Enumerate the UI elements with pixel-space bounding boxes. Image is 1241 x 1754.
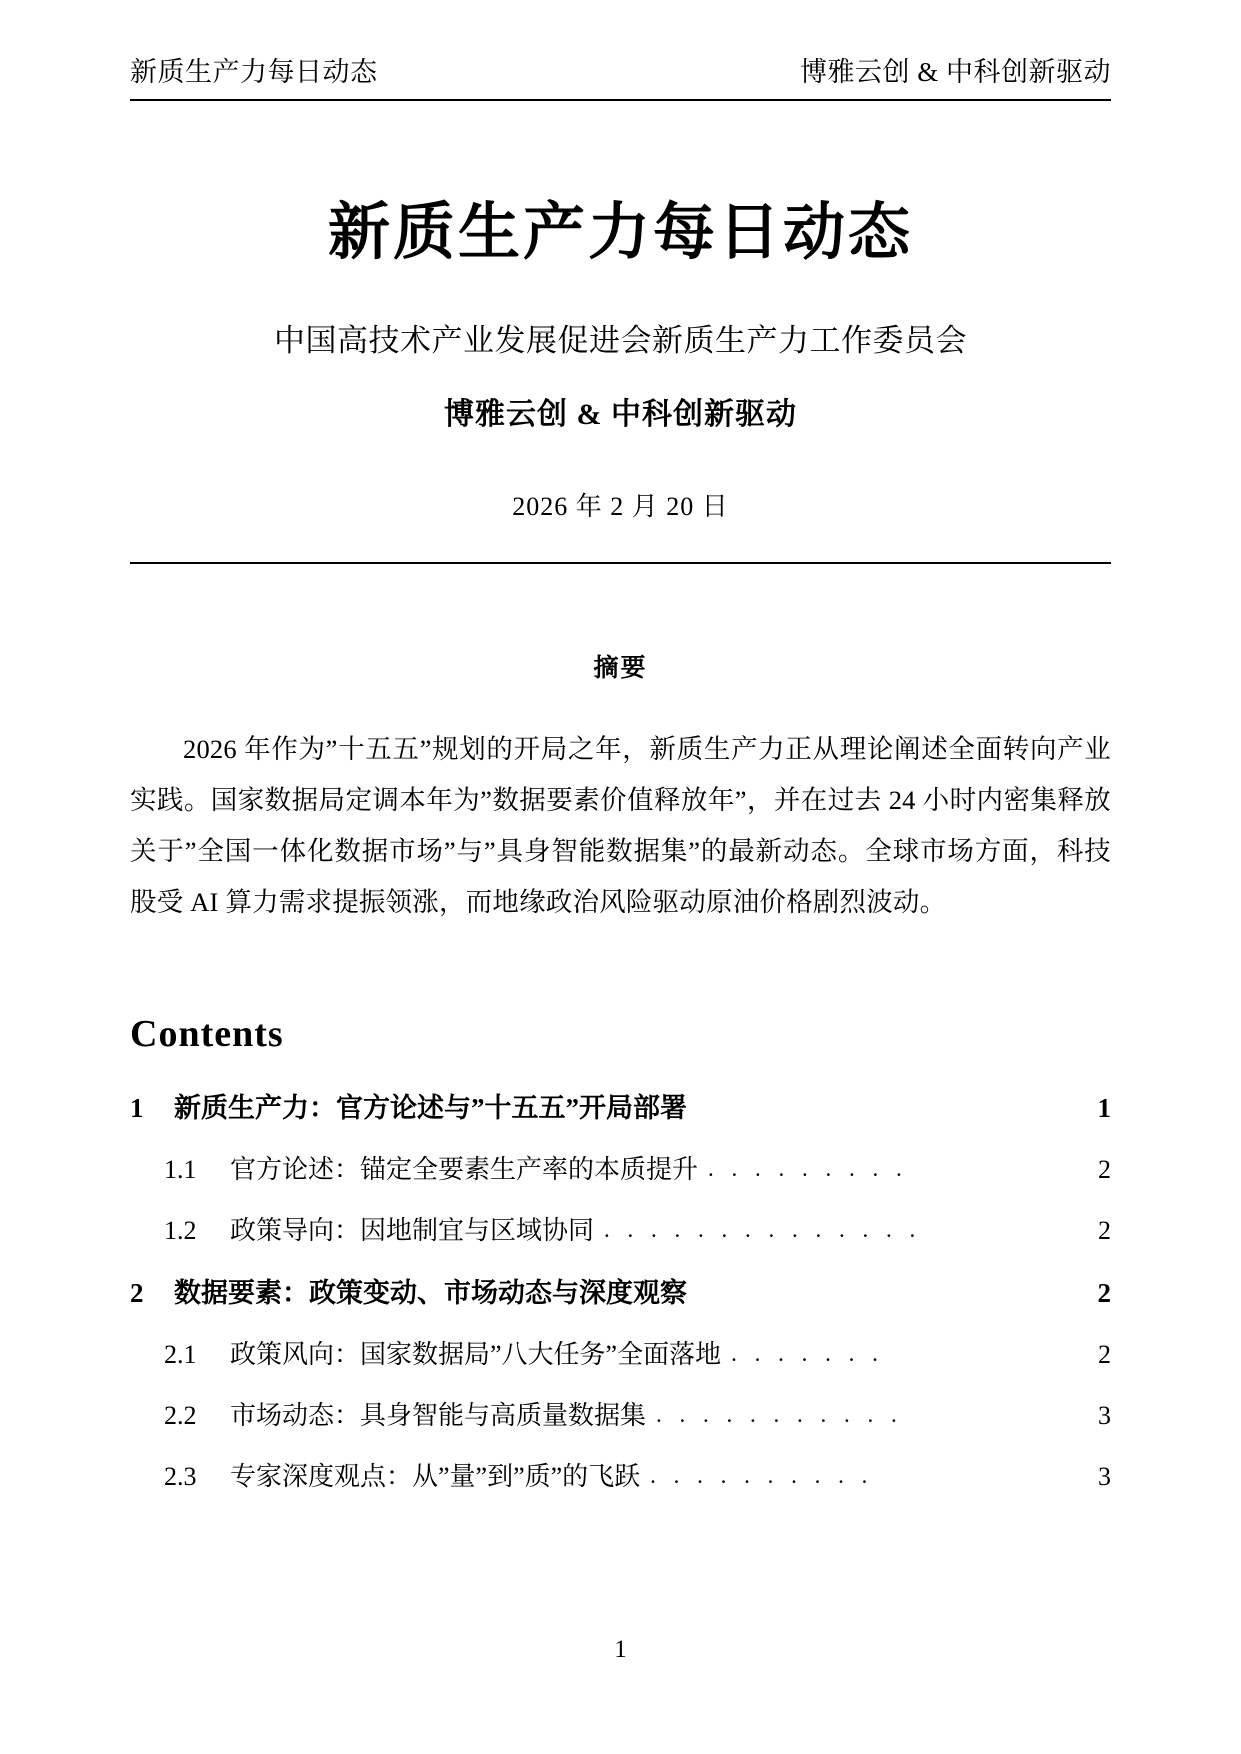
toc-entry-number: 2 — [130, 1278, 144, 1308]
toc-entry-label: 专家深度观点：从”量”到”质”的飞跃 — [230, 1462, 641, 1491]
toc-entry-number: 1.1 — [164, 1155, 197, 1184]
toc-entry-number: 1 — [130, 1093, 144, 1123]
toc-entry-page: 2 — [1098, 1216, 1111, 1245]
toc-entry-number: 2.3 — [164, 1462, 197, 1491]
toc-entry-leaders: . . . . . . . . . — [708, 1156, 908, 1181]
document-title: 新质生产力每日动态 — [327, 199, 913, 267]
toc-entry-number: 2.2 — [164, 1401, 197, 1430]
title-block — [130, 198, 1111, 523]
toc-entry-label: 官方论述：锚定全要素生产率的本质提升 — [230, 1155, 699, 1184]
abstract-heading: 摘要 — [593, 655, 648, 682]
toc-entry-label: 数据要素：政策变动、市场动态与深度观察 — [174, 1278, 687, 1308]
running-header-right: 博雅云创 & 中科创新驱动 — [799, 57, 1111, 87]
contents-heading: Contents — [130, 1013, 284, 1055]
toc-entry-label: 政策风向：国家数据局”八大任务”全面落地 — [230, 1340, 722, 1369]
toc-entry[interactable] — [130, 1395, 1111, 1432]
toc-entry[interactable] — [130, 1149, 1111, 1186]
abstract-body: 2026 年作为”十五五”规划的开局之年，新质生产力正从理论阐述全面转向产业实践。国家数据局定调本年为”数据要素价值释放年”，并在过去 24 小时内密集释放关于”全国一体化数据市场”与”具身智能数据集”的最新动态。全球市场方面，科技股受 AI 算力需求提振领涨，而地缘政治风险驱动原油价格剧烈波动。 — [130, 734, 1111, 917]
toc-entry[interactable] — [130, 1210, 1111, 1247]
page-number: 1 — [614, 1636, 627, 1663]
toc-entry-page: 2 — [1097, 1278, 1111, 1308]
toc-entry-page: 1 — [1097, 1093, 1111, 1123]
toc-entry[interactable] — [130, 1271, 1111, 1310]
toc-list — [130, 1086, 1111, 1493]
toc-entry-leaders: . . . . . . . — [731, 1341, 884, 1366]
abstract-section — [130, 648, 1111, 928]
toc-entry[interactable] — [130, 1334, 1111, 1371]
toc-entry-leaders: . . . . . . . . . . — [650, 1463, 874, 1488]
toc-entry-label: 政策导向：因地制宜与区域协同 — [230, 1216, 595, 1245]
toc-entry-label: 市场动态：具身智能与高质量数据集 — [230, 1401, 647, 1430]
running-header — [130, 50, 1111, 89]
document-subtitle: 中国高技术产业发展促进会新质生产力工作委员会 — [274, 323, 967, 359]
toc-entry-page: 3 — [1098, 1462, 1111, 1491]
document-organization: 博雅云创 & 中科创新驱动 — [444, 397, 797, 431]
toc-entry-leaders: . . . . . . . . . . . — [656, 1402, 903, 1427]
toc-entry-page: 3 — [1098, 1401, 1111, 1430]
contents-section — [130, 1012, 1111, 1517]
title-rule — [130, 562, 1111, 564]
header-rule — [130, 99, 1111, 101]
toc-entry-page: 2 — [1098, 1340, 1111, 1369]
toc-entry[interactable] — [130, 1456, 1111, 1493]
toc-entry[interactable] — [130, 1086, 1111, 1125]
toc-entry-number: 2.1 — [164, 1340, 197, 1369]
toc-entry-number: 1.2 — [164, 1216, 197, 1245]
toc-entry-page: 2 — [1098, 1155, 1111, 1184]
toc-entry-label: 新质生产力：官方论述与”十五五”开局部署 — [174, 1093, 687, 1123]
document-date: 2026 年 2 月 20 日 — [512, 491, 729, 521]
running-header-left: 新质生产力每日动态 — [130, 57, 378, 87]
toc-entry-leaders: . . . . . . . . . . . . . . — [604, 1217, 922, 1242]
